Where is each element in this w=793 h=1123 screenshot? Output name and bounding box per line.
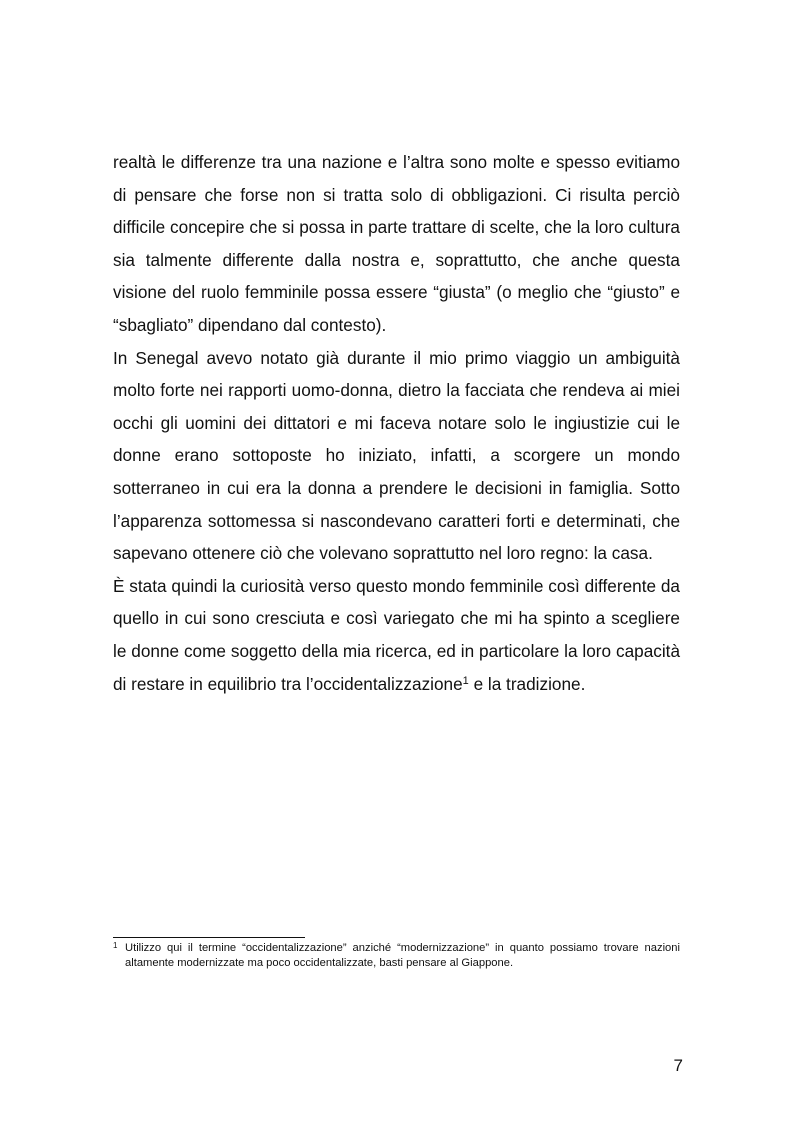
page-number: 7 <box>673 1056 683 1075</box>
body-text <box>113 146 680 700</box>
footnote-text: Utilizzo qui il termine “occidentalizzazione” anziché “modernizzazione” in quanto possiamo trovare nazioni altamente modernizzate ma poco occidentalizzate, basti pensare al Giappone. <box>125 942 680 969</box>
paragraph-3-text: È stata quindi la curiosità verso questo mondo femminile così differente da quello in cui sono cresciuta e così variegato che mi ha spinto a scegliere le donne come soggetto della mia ricerca, ed in particolare la loro capacità di restare in equilibrio tra l’occidentalizzazione <box>113 575 680 694</box>
paragraph-3-tail: e la tradizione. <box>468 673 586 694</box>
paragraph-1: realtà le differenze tra una nazione e l’altra sono molte e spesso evitiamo di pensare che forse non si tratta solo di obbligazioni. Ci risulta perciò difficile concepire che si possa in parte trattare di scelte, che la loro cultura sia talmente differente dalla nostra e, soprattutto, che anche questa visione del ruolo femminile possa essere “giusta” (o meglio che “giusto” e “sbagliato” dipendano dal contesto). <box>113 152 680 335</box>
footnote <box>113 941 680 971</box>
paragraph-3 <box>113 570 680 700</box>
footnote-reference[interactable]: 1 <box>462 674 469 687</box>
footnote-marker: 1 <box>113 941 118 950</box>
footnote-separator <box>113 937 305 938</box>
paragraph-2: In Senegal avevo notato già durante il mio primo viaggio un ambiguità molto forte nei rapporti uomo-donna, dietro la facciata che rendeva ai miei occhi gli uomini dei dittatori e mi faceva notare solo le ingiustizie cui le donne erano sottoposte ho iniziato, infatti, a scorgere un mondo sotterraneo in cui era la donna a prendere le decisioni in famiglia. Sotto l’apparenza sottomessa si nascondevano caratteri forti e determinati, che sapevano ottenere ciò che volevano soprattutto nel loro regno: la casa. <box>113 347 680 564</box>
